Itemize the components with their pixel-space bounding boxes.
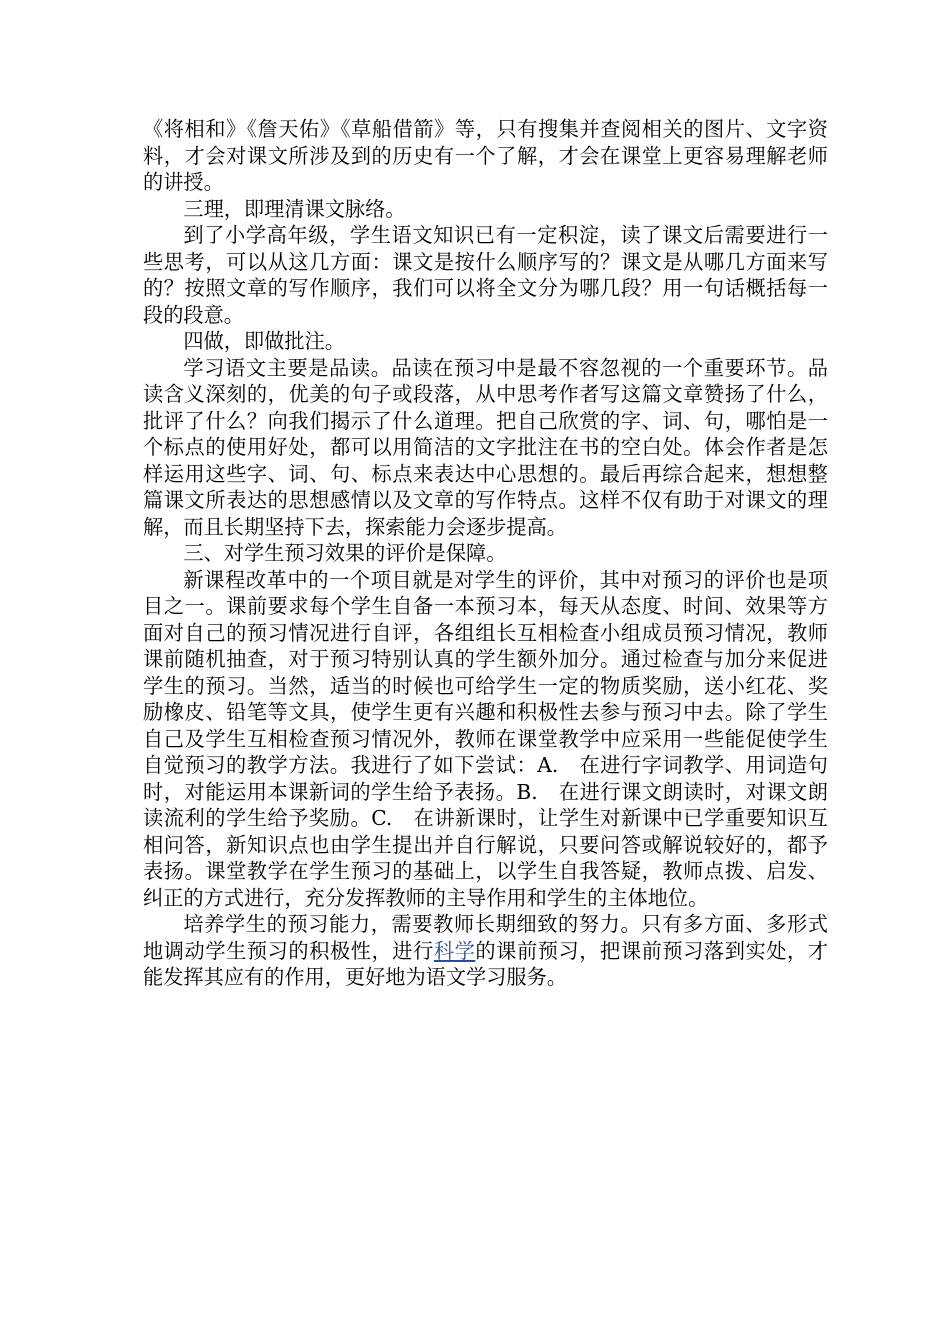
paragraph-conclusion (143, 911, 828, 991)
paragraph-sorting-details: 到了小学高年级，学生语文知识已有一定积淀，读了课文后需要进行一些思考，可以从这几方面：课文是按什么顺序写的？课文是从哪几方面来写的？按照文章的写作顺序，我们可以将全文分为哪几段？用一句话概括每一段的段意。 (143, 223, 828, 327)
heading-four-annotating: 四做，即做批注。 (183, 329, 345, 353)
heading-three-sorting: 三理，即理清课文脉络。 (183, 196, 406, 221)
conclusion-text-after-link: 的课前预习，把课前预习落到实处，才能发挥其应有的作用，更好地为语文学习服务。 (143, 938, 828, 989)
paragraph-annotating-details: 学习语文主要是品读。品读在预习中是最不容忽视的一个重要环节。品读含义深刻的，优美的句子或段落，从中思考作者写这篇文章赞扬了什么，批评了什么？向我们揭示了什么道理。把自己欣赏的字、词、句，哪怕是一个标点的使用好处，都可以用简洁的文字批注在书的空白处。体会作者是怎样运用这些字、词、句、标点来表达中心思想的。最后再综合起来，想想整篇课文所表达的思想感情以及文章的写作特点。这样不仅有助于对课文的理解，而且长期坚持下去，探索能力会逐步提高。 (143, 355, 828, 539)
document-body (143, 116, 828, 991)
science-link[interactable]: 科学 (433, 938, 476, 963)
conclusion-text-before-link: 培养学生的预习能力，需要教师长期细致的努力。只有多方面、多形式地调动学生预习的积极性，进行 (143, 912, 828, 963)
paragraph-evaluation-details: 新课程改革中的一个项目就是对学生的评价，其中对预习的评价也是项目之一。课前要求每个学生自备一本预习本，每天从态度、时间、效果等方面对自己的预习情况进行自评，各组组长互相检查小组成员预习情况，教师课前随机抽查，对于预习特别认真的学生额外加分。通过检查与加分来促进学生的预习。当然，适当的时候也可给学生一定的物质奖励，送小红花、奖励橡皮、铅笔等文具，使学生更有兴趣和积极性去参与预习中去。除了学生自己及学生互相检查预习情况外，教师在课堂教学中应采用一些能促使学生自觉预习的教学方法。我进行了如下尝试：A. 在进行字词教学、用词造句时，对能运用本课新词的学生给予表扬。B. 在进行课文朗读时，对课文朗读流利的学生给予奖励。C. 在讲新课时，让学生对新课中已学重要知识互相问答，新知识点也由学生提出并自行解说，只要问答或解说较好的，都予表扬。课堂教学在学生预习的基础上，以学生自我答疑，教师点拨、启发、纠正的方式进行，充分发挥教师的主导作用和学生的主体地位。 (143, 567, 828, 910)
section-heading-evaluation: 三、对学生预习效果的评价是保障。 (183, 541, 507, 565)
paragraph-continuation: 《将相和》《詹天佑》《草船借箭》等，只有搜集并查阅相关的图片、文字资料，才会对课文所涉及到的历史有一个了解，才会在课堂上更容易理解老师的讲授。 (143, 117, 828, 194)
